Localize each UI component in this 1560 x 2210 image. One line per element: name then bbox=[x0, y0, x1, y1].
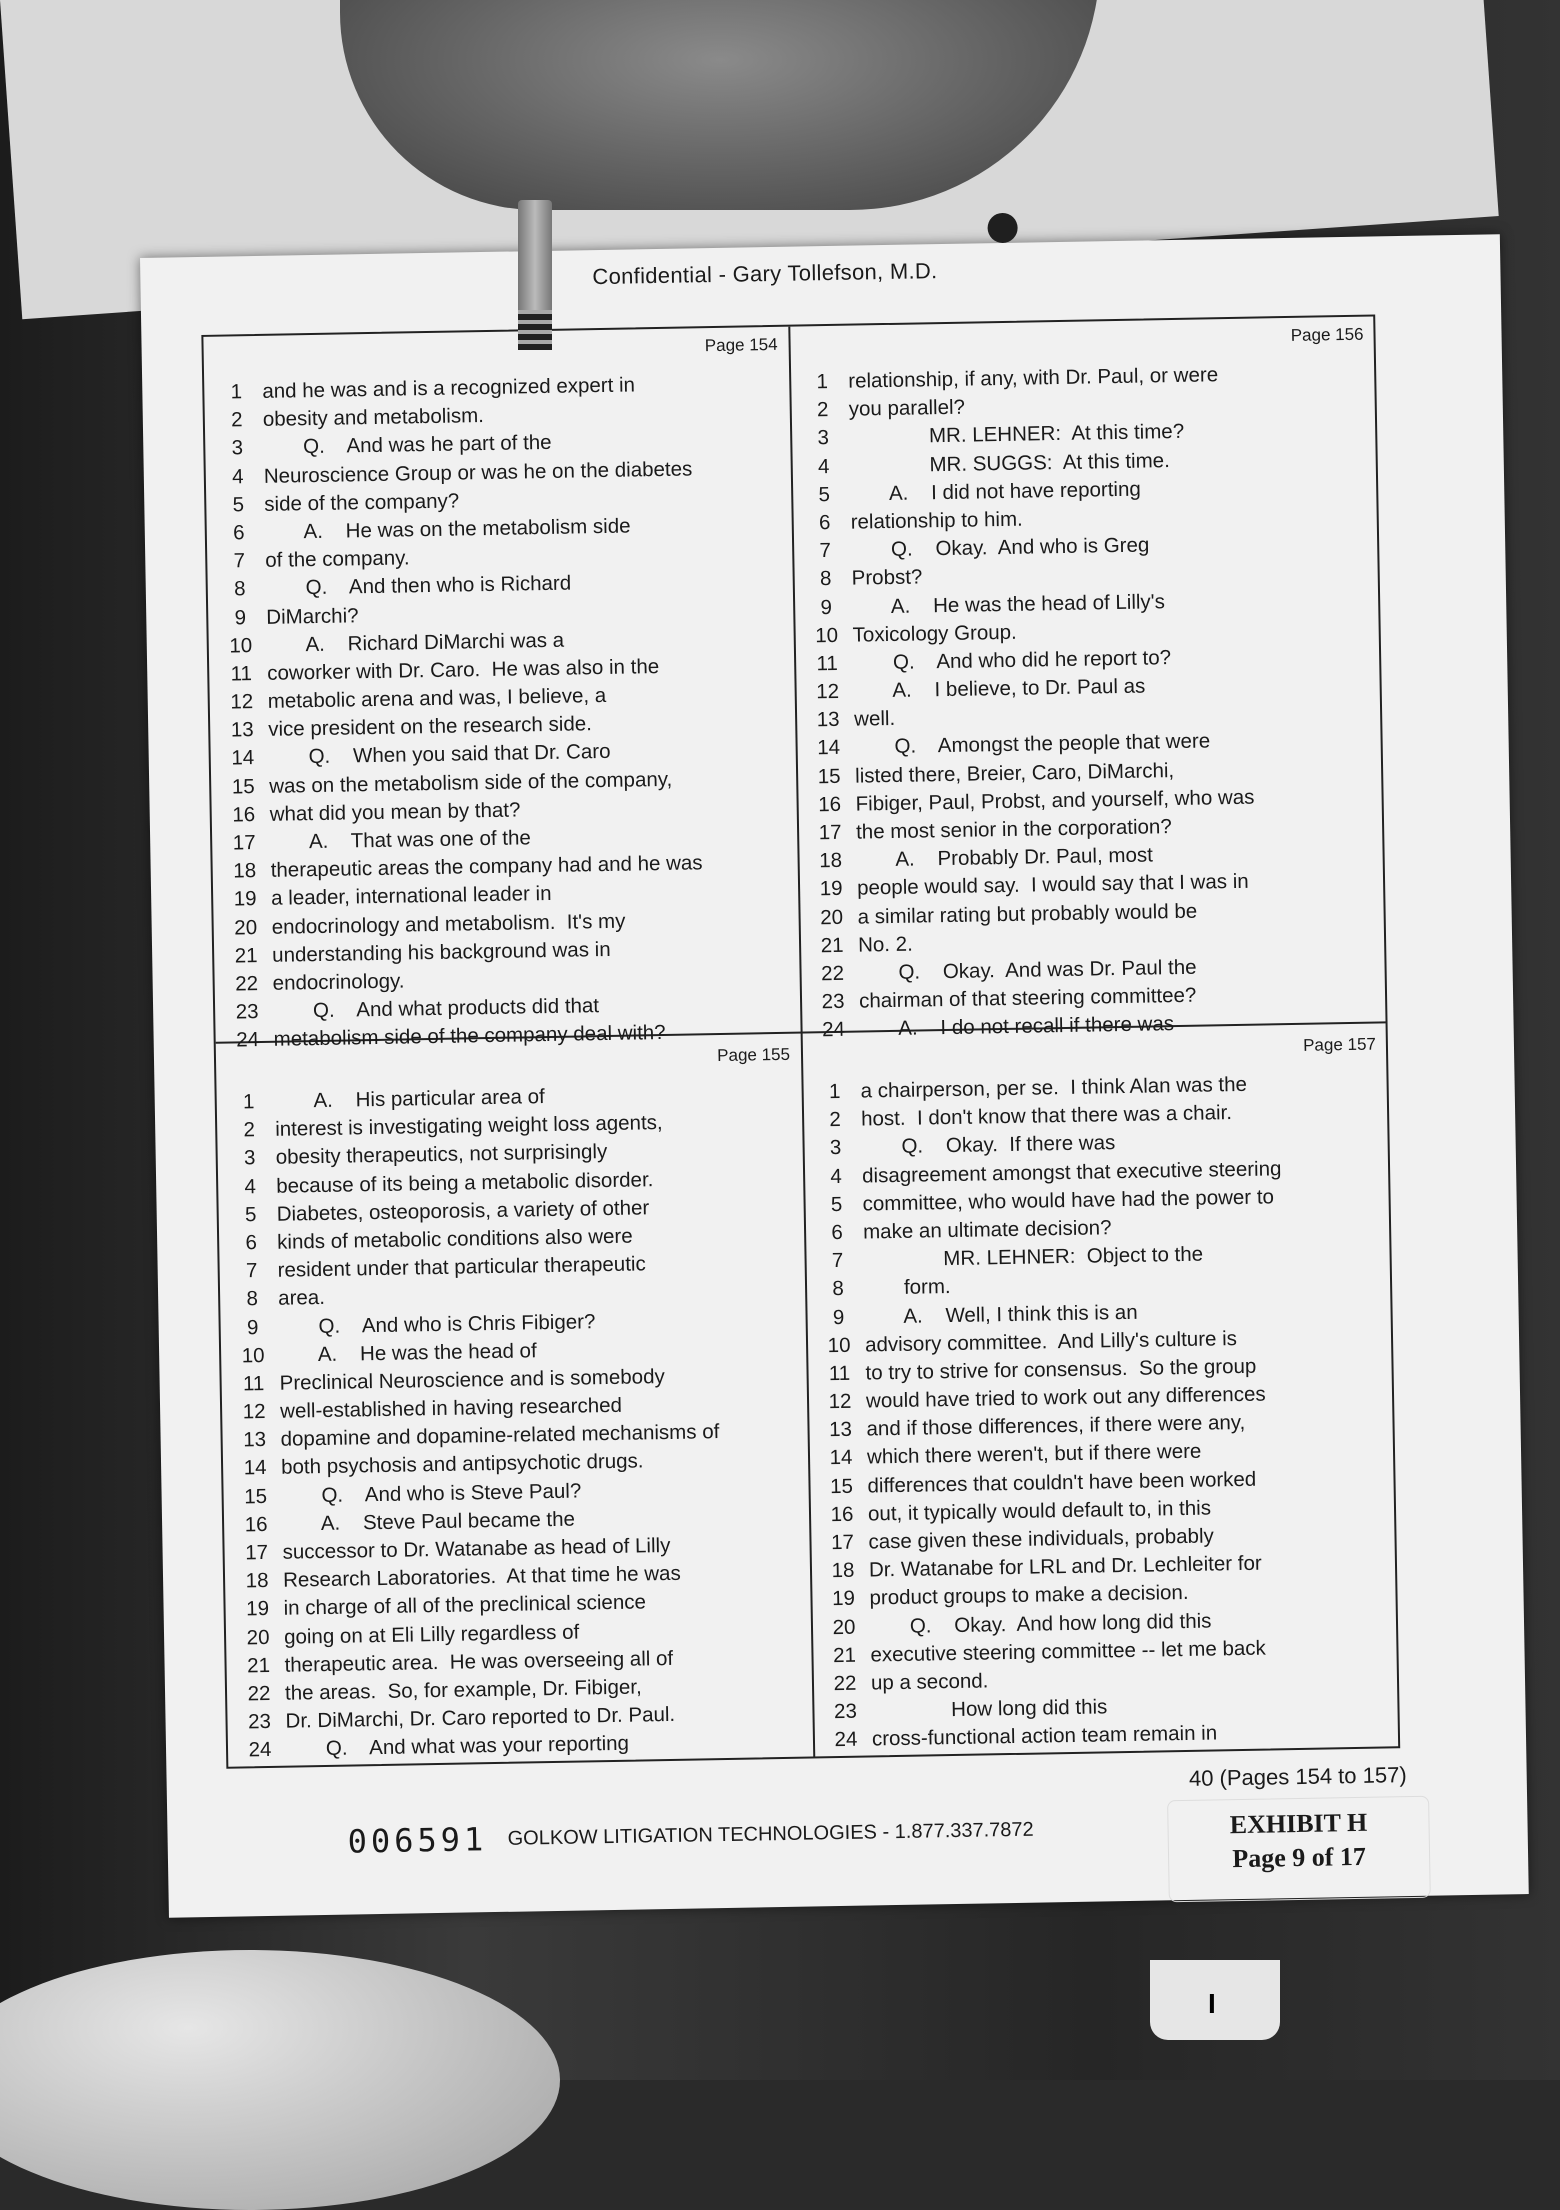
line-number: 8 bbox=[233, 577, 246, 601]
line-text: Q. Amongst the people that were bbox=[854, 729, 1211, 760]
line-text: A. He was the head of bbox=[278, 1338, 537, 1367]
line-number: 6 bbox=[245, 1231, 258, 1255]
page-header: Confidential - Gary Tollefson, M.D. bbox=[592, 258, 938, 290]
line-number: 21 bbox=[246, 1653, 271, 1678]
line-number: 16 bbox=[244, 1512, 268, 1537]
line-number: 20 bbox=[234, 915, 258, 940]
line-number: 19 bbox=[831, 1587, 856, 1611]
line-number: 22 bbox=[247, 1681, 271, 1706]
line-number: 2 bbox=[243, 1118, 256, 1142]
line-number: 3 bbox=[829, 1136, 842, 1160]
line-number: 19 bbox=[245, 1597, 270, 1621]
line-number: 22 bbox=[235, 971, 259, 996]
line-number: 4 bbox=[231, 464, 244, 488]
line-number: 3 bbox=[231, 436, 244, 460]
line-number: 16 bbox=[232, 802, 256, 827]
line-number: 12 bbox=[828, 1389, 852, 1414]
line-number: 7 bbox=[245, 1259, 258, 1283]
line-number: 13 bbox=[828, 1418, 853, 1442]
line-number: 13 bbox=[230, 718, 254, 742]
page-number: Page 156 bbox=[1290, 324, 1364, 345]
line-text: Preclinical Neuroscience and is somebody bbox=[279, 1364, 665, 1395]
page-number: Page 155 bbox=[717, 1044, 791, 1066]
line-number: 5 bbox=[244, 1202, 257, 1227]
line-text: kinds of metabolic conditions also were bbox=[276, 1224, 633, 1254]
line-text: of the company. bbox=[265, 546, 410, 572]
line-number: 1 bbox=[816, 370, 829, 394]
line-text: Probst? bbox=[851, 565, 923, 590]
quadrant-page-155 bbox=[230, 1044, 802, 1762]
line-text: cross-functional action team remain in bbox=[871, 1721, 1218, 1751]
line-number: 4 bbox=[817, 454, 830, 478]
page-number: Page 154 bbox=[704, 334, 778, 356]
line-text: A. That was one of the bbox=[270, 826, 531, 854]
line-text: understanding his background was in bbox=[271, 937, 611, 967]
line-text: a similar rating but probably would be bbox=[857, 899, 1198, 929]
line-text: make an ultimate decision? bbox=[862, 1216, 1112, 1244]
line-text: Q. Okay. And was Dr. Paul the bbox=[858, 955, 1197, 985]
line-text: interest is investigating weight loss agents, bbox=[275, 1111, 663, 1141]
line-number: 8 bbox=[246, 1287, 259, 1311]
line-number: 15 bbox=[231, 774, 255, 799]
line-text: Q. Okay. And how long did this bbox=[869, 1609, 1212, 1639]
line-text: Q. And what was your reporting bbox=[285, 1732, 630, 1761]
line-number: 24 bbox=[821, 1018, 846, 1042]
line-number: 11 bbox=[828, 1361, 851, 1386]
line-number: 10 bbox=[241, 1343, 265, 1368]
line-number: 21 bbox=[832, 1643, 857, 1667]
line-text: Q. And then who is Richard bbox=[265, 571, 572, 601]
line-number: 17 bbox=[830, 1530, 855, 1555]
line-number: 16 bbox=[830, 1502, 854, 1526]
line-text: Q. And what products did that bbox=[272, 994, 600, 1023]
line-number: 8 bbox=[819, 567, 832, 591]
line-text: because of its being a metabolic disorder. bbox=[276, 1167, 654, 1198]
line-text: you parallel? bbox=[848, 395, 966, 421]
line-number: 2 bbox=[816, 398, 829, 422]
line-number: 9 bbox=[832, 1305, 845, 1329]
line-number: 19 bbox=[819, 877, 843, 901]
line-number: 12 bbox=[230, 690, 254, 714]
quadrant-page-156 bbox=[803, 324, 1375, 1042]
line-text: metabolism side of the company deal with? bbox=[273, 1021, 666, 1052]
line-text: executive steering committee -- let me back bbox=[870, 1636, 1266, 1667]
bates-number: 006591 bbox=[347, 1820, 488, 1861]
line-text: therapeutic area. He was overseeing all of bbox=[284, 1646, 674, 1677]
line-number: 11 bbox=[230, 661, 253, 686]
line-text: obesity and metabolism. bbox=[262, 404, 485, 432]
line-text: Dr. DiMarchi, Dr. Caro reported to Dr. Paul. bbox=[285, 1703, 676, 1733]
line-number: 24 bbox=[248, 1738, 272, 1762]
line-number: 15 bbox=[817, 764, 841, 788]
line-text: both psychosis and antipsychotic drugs. bbox=[280, 1449, 644, 1480]
line-text: area. bbox=[277, 1286, 326, 1311]
line-number: 23 bbox=[833, 1699, 858, 1724]
line-text: and if those differences, if there were any, bbox=[866, 1411, 1246, 1441]
line-number: 5 bbox=[232, 492, 245, 517]
line-text: therapeutic areas the company had and he was bbox=[270, 851, 703, 882]
line-number: 18 bbox=[245, 1569, 269, 1593]
line-text: listed there, Breier, Caro, DiMarchi, bbox=[854, 758, 1175, 788]
tab-label: I bbox=[1208, 1988, 1216, 2019]
line-number: 17 bbox=[245, 1540, 269, 1565]
line-text: DiMarchi? bbox=[266, 603, 359, 629]
line-text: chairman of that steering committee? bbox=[858, 983, 1197, 1013]
line-number: 3 bbox=[817, 426, 830, 450]
line-text: what did you mean by that? bbox=[269, 798, 521, 826]
line-number: 23 bbox=[821, 989, 845, 1014]
transcript-grid bbox=[201, 314, 1400, 1768]
exhibit-stamp bbox=[1167, 1796, 1431, 1903]
line-number: 23 bbox=[235, 1000, 259, 1024]
line-text: endocrinology. bbox=[272, 969, 405, 995]
line-number: 2 bbox=[829, 1108, 842, 1132]
line-list bbox=[231, 1079, 803, 1765]
line-number: 7 bbox=[819, 539, 832, 563]
quadrant-page-154 bbox=[218, 334, 790, 1052]
line-text: people would say. I would say that I was in bbox=[856, 870, 1249, 900]
line-text: Q. And was he part of the bbox=[263, 431, 552, 460]
line-text: Fibiger, Paul, Probst, and yourself, who was bbox=[855, 785, 1255, 816]
line-number: 18 bbox=[233, 859, 257, 883]
line-text: A. He was the head of Lilly's bbox=[851, 589, 1166, 619]
line-number: 17 bbox=[818, 820, 842, 845]
line-text: well. bbox=[853, 707, 896, 731]
line-text: Q. Okay. And who is Greg bbox=[851, 533, 1150, 562]
line-number: 8 bbox=[832, 1277, 844, 1301]
line-text: Toxicology Group. bbox=[852, 620, 1017, 647]
line-number: 13 bbox=[243, 1428, 267, 1452]
line-text: metabolic arena and was, I believe, a bbox=[267, 683, 607, 713]
line-text: relationship to him. bbox=[850, 507, 1023, 534]
line-text: obesity therapeutics, not surprisingly bbox=[275, 1140, 608, 1170]
line-number: 6 bbox=[818, 510, 831, 535]
line-number: 13 bbox=[816, 708, 840, 732]
line-number: 14 bbox=[817, 736, 841, 760]
exhibit-page: Page 9 of 17 bbox=[1232, 1841, 1367, 1874]
line-list bbox=[218, 369, 790, 1055]
line-text: advisory committee. And Lilly's culture is bbox=[864, 1326, 1238, 1357]
line-text: disagreement amongst that executive steering bbox=[861, 1156, 1282, 1188]
line-number: 4 bbox=[244, 1174, 257, 1198]
line-number: 15 bbox=[244, 1484, 268, 1508]
line-text: A. Steve Paul became the bbox=[281, 1507, 576, 1536]
line-number: 10 bbox=[229, 633, 253, 658]
line-number: 24 bbox=[236, 1028, 260, 1052]
line-number: 21 bbox=[820, 933, 844, 957]
line-text: A. I believe, to Dr. Paul as bbox=[853, 674, 1146, 703]
line-text: a leader, international leader in bbox=[271, 882, 552, 911]
line-text: A. Richard DiMarchi was a bbox=[266, 628, 565, 657]
line-text: and he was and is a recognized expert in bbox=[262, 373, 636, 403]
line-text: A. I do not recall if there was bbox=[859, 1012, 1175, 1041]
line-number: 20 bbox=[246, 1625, 270, 1649]
line-number: 12 bbox=[242, 1400, 266, 1424]
line-number: 19 bbox=[233, 887, 257, 911]
exhibit-label: EXHIBIT H bbox=[1229, 1807, 1368, 1840]
line-number: 21 bbox=[234, 943, 258, 968]
line-text: MR. SUGGS: At this time. bbox=[849, 448, 1170, 478]
line-number: 14 bbox=[829, 1446, 853, 1470]
line-text: Q. When you said that Dr. Caro bbox=[268, 740, 611, 770]
line-number: 11 bbox=[242, 1371, 265, 1396]
line-number: 20 bbox=[820, 905, 844, 929]
line-text: Q. And who is Chris Fibiger? bbox=[278, 1309, 596, 1339]
line-number: 9 bbox=[820, 595, 833, 619]
line-text: Q. Okay. If there was bbox=[861, 1131, 1116, 1159]
line-text: the areas. So, for example, Dr. Fibiger, bbox=[284, 1675, 642, 1705]
line-number: 4 bbox=[830, 1164, 843, 1188]
page-range: 40 (Pages 154 to 157) bbox=[1188, 1762, 1407, 1791]
line-text: case given these individuals, probably bbox=[868, 1524, 1214, 1554]
line-text: MR. LEHNER: At this time? bbox=[849, 420, 1185, 450]
line-text: well-established in having researched bbox=[279, 1393, 623, 1423]
line-number: 10 bbox=[827, 1333, 851, 1357]
line-text: How long did this bbox=[871, 1695, 1108, 1723]
quadrant-page-157 bbox=[816, 1034, 1388, 1752]
line-number: 18 bbox=[819, 849, 843, 873]
line-number: 2 bbox=[230, 408, 243, 432]
line-text: up a second. bbox=[870, 1669, 989, 1695]
line-number: 17 bbox=[232, 831, 256, 855]
line-number: 18 bbox=[831, 1558, 855, 1583]
line-number: 10 bbox=[815, 623, 839, 647]
line-number: 15 bbox=[829, 1474, 854, 1498]
line-number: 22 bbox=[833, 1671, 857, 1696]
line-list bbox=[816, 1069, 1388, 1755]
line-number: 7 bbox=[233, 549, 246, 573]
line-text: A. Probably Dr. Paul, most bbox=[856, 843, 1154, 872]
line-number: 14 bbox=[243, 1456, 267, 1480]
line-text: to try to strive for consensus. So the group bbox=[865, 1354, 1257, 1385]
line-number: 1 bbox=[242, 1090, 255, 1114]
transcript-page bbox=[140, 234, 1529, 1917]
line-number: 23 bbox=[247, 1710, 272, 1734]
line-number: 9 bbox=[246, 1315, 259, 1339]
page-number: Page 157 bbox=[1302, 1034, 1377, 1055]
line-text: going on at Eli Lilly regardless of bbox=[283, 1620, 580, 1649]
line-text: No. 2. bbox=[857, 932, 913, 957]
line-text: A. I did not have reporting bbox=[850, 477, 1141, 506]
pencil bbox=[518, 200, 552, 350]
line-text: a chairperson, per se. I think Alan was the bbox=[860, 1072, 1248, 1103]
line-number: 24 bbox=[834, 1728, 858, 1752]
line-text: coworker with Dr. Caro. He was also in the bbox=[267, 654, 660, 685]
line-number: 5 bbox=[830, 1192, 843, 1216]
line-text: Dr. Watanabe for LRL and Dr. Lechleiter for bbox=[868, 1551, 1262, 1582]
line-text: product groups to make a decision. bbox=[869, 1581, 1189, 1610]
line-number: 20 bbox=[832, 1615, 856, 1639]
line-text: dopamine and dopamine-related mechanisms of bbox=[280, 1420, 720, 1451]
court-reporter-name: GOLKOW LITIGATION TECHNOLOGIES - 1.877.337.7872 bbox=[507, 1818, 1034, 1850]
line-number: 1 bbox=[828, 1079, 841, 1104]
line-number: 1 bbox=[230, 380, 243, 404]
line-text: endocrinology and metabolism. It's my bbox=[271, 909, 626, 939]
line-number: 5 bbox=[818, 482, 831, 506]
binder-tab bbox=[1150, 1960, 1280, 2040]
line-text: MR. LEHNER: Object to the bbox=[863, 1242, 1204, 1272]
line-list bbox=[804, 359, 1376, 1045]
line-number: 16 bbox=[818, 792, 842, 817]
line-text: Q. And who is Steve Paul? bbox=[281, 1479, 582, 1508]
line-text: A. His particular area of bbox=[274, 1085, 545, 1113]
line-text: Research Laboratories. At that time he was bbox=[282, 1561, 681, 1592]
line-text: host. I don't know that there was a chair. bbox=[860, 1101, 1233, 1131]
line-text: was on the metabolism side of the company, bbox=[269, 767, 673, 798]
line-number: 22 bbox=[820, 961, 845, 986]
line-text: A. Well, I think this is an bbox=[864, 1300, 1138, 1329]
line-text: which there weren't, but if there were bbox=[866, 1440, 1202, 1469]
line-text: out, it typically would default to, in this bbox=[867, 1496, 1212, 1526]
line-number: 3 bbox=[243, 1146, 256, 1170]
line-number: 11 bbox=[816, 651, 839, 676]
line-text: vice president on the research side. bbox=[268, 712, 593, 742]
line-text: the most senior in the corporation? bbox=[855, 815, 1172, 844]
line-text: resident under that particular therapeutic bbox=[277, 1252, 646, 1282]
line-text: relationship, if any, with Dr. Paul, or were bbox=[848, 363, 1219, 393]
line-text: A. He was on the metabolism side bbox=[264, 514, 631, 544]
line-text: Diabetes, osteoporosis, a variety of other bbox=[276, 1196, 650, 1226]
line-text: differences that couldn't have been worked bbox=[867, 1467, 1257, 1498]
line-text: committee, who would have had the power to bbox=[862, 1185, 1275, 1216]
line-text: side of the company? bbox=[264, 489, 460, 516]
line-text: form. bbox=[863, 1275, 951, 1300]
line-number: 9 bbox=[234, 605, 247, 629]
line-text: successor to Dr. Watanabe as head of Lilly bbox=[282, 1533, 671, 1564]
line-text: in charge of all of the preclinical science bbox=[283, 1590, 647, 1621]
line-number: 14 bbox=[231, 746, 255, 770]
line-number: 6 bbox=[831, 1220, 844, 1245]
line-text: would have tried to work out any differences bbox=[865, 1382, 1266, 1413]
line-number: 7 bbox=[831, 1249, 844, 1273]
line-number: 6 bbox=[232, 521, 245, 545]
line-text: Q. And who did he report to? bbox=[852, 645, 1172, 675]
line-number: 12 bbox=[816, 679, 840, 704]
line-text: Neuroscience Group or was he on the diabetes bbox=[263, 456, 693, 488]
